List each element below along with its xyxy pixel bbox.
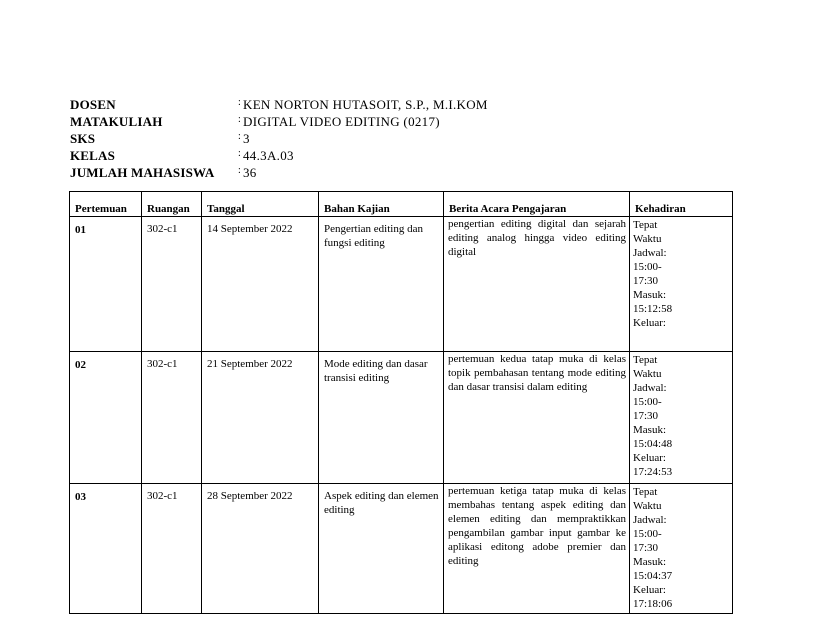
kehadiran-line: 15:00- xyxy=(633,528,662,540)
column-header-berita-acara: Berita Acara Pengajaran xyxy=(444,192,630,217)
ruangan-cell: 302-c1 xyxy=(142,352,202,484)
kehadiran-line: Masuk: xyxy=(633,556,666,568)
bahan-kajian-cell: Aspek editing dan elemen editing xyxy=(319,484,444,614)
kehadiran-line: Jadwal: xyxy=(633,514,667,526)
separator-colon: : xyxy=(238,97,241,108)
kehadiran-line: Keluar: xyxy=(633,452,666,464)
header-row-sks xyxy=(70,131,488,148)
tanggal-cell: 14 September 2022 xyxy=(202,217,319,352)
kehadiran-line: Waktu xyxy=(633,368,662,380)
kelas-label: KELAS xyxy=(70,148,116,163)
kehadiran-line: Tepat xyxy=(633,486,658,498)
kehadiran-line: Masuk: xyxy=(633,424,666,436)
header-row-matakuliah xyxy=(70,114,488,131)
kehadiran-line: 17:30 xyxy=(633,410,659,422)
kehadiran-line: Jadwal: xyxy=(633,382,667,394)
kehadiran-line: Masuk: xyxy=(633,289,666,301)
table-row xyxy=(70,217,733,352)
attendance-table xyxy=(69,191,733,614)
bahan-kajian-cell: Pengertian editing dan fungsi editing xyxy=(319,217,444,352)
separator-colon: : xyxy=(238,165,241,176)
kehadiran-line: Waktu xyxy=(633,233,662,245)
sks-value: 3 xyxy=(243,131,250,146)
berita-acara-cell: pertemuan ketiga tatap muka di kelas membahas tentang aspek editing dan elemen editing dan mempraktikkan pengambilan gambar input gambar ke aplikasi editong adobe premier dan editing xyxy=(444,484,630,614)
table-row xyxy=(70,484,733,614)
column-header-pertemuan: Pertemuan xyxy=(70,192,142,217)
pertemuan-cell: 01 xyxy=(70,217,142,352)
pertemuan-cell: 02 xyxy=(70,352,142,484)
header-row-jumlah-mahasiswa xyxy=(70,165,488,182)
kehadiran-line: 17:30 xyxy=(633,542,659,554)
kehadiran-line: Keluar: xyxy=(633,584,666,596)
table-row xyxy=(70,352,733,484)
pertemuan-cell: 03 xyxy=(70,484,142,614)
column-header-kehadiran: Kehadiran xyxy=(630,192,733,217)
course-header xyxy=(70,97,488,182)
kehadiran-cell xyxy=(630,352,733,484)
jumlah-mahasiswa-value: 36 xyxy=(243,165,257,180)
separator-colon: : xyxy=(238,131,241,142)
kehadiran-line: Jadwal: xyxy=(633,247,667,259)
sks-label: SKS xyxy=(70,131,96,146)
kehadiran-line: Tepat xyxy=(633,354,658,366)
matakuliah-label: MATAKULIAH xyxy=(70,114,163,129)
separator-colon: : xyxy=(238,148,241,159)
kehadiran-line: 15:04:48 xyxy=(633,438,673,450)
table-header-row xyxy=(70,192,733,217)
kehadiran-line: 17:24:53 xyxy=(633,466,673,478)
column-header-bahan-kajian: Bahan Kajian xyxy=(319,192,444,217)
separator-colon: : xyxy=(238,114,241,125)
kehadiran-cell xyxy=(630,484,733,614)
kehadiran-line: 15:00- xyxy=(633,396,662,408)
kehadiran-line: 15:00- xyxy=(633,261,662,273)
kehadiran-line: 15:04:37 xyxy=(633,570,673,582)
jumlah-mahasiswa-label: JUMLAH MAHASISWA xyxy=(70,165,215,180)
dosen-value: KEN NORTON HUTASOIT, S.P., M.I.KOM xyxy=(243,97,488,112)
bahan-kajian-cell: Mode editing dan dasar transisi editing xyxy=(319,352,444,484)
column-header-tanggal: Tanggal xyxy=(202,192,319,217)
dosen-label: DOSEN xyxy=(70,97,116,112)
kehadiran-line: Waktu xyxy=(633,500,662,512)
kehadiran-cell xyxy=(630,217,733,352)
ruangan-cell: 302-c1 xyxy=(142,484,202,614)
tanggal-cell: 28 September 2022 xyxy=(202,484,319,614)
header-row-dosen xyxy=(70,97,488,114)
kehadiran-line: 17:18:06 xyxy=(633,598,673,610)
matakuliah-value: DIGITAL VIDEO EDITING (0217) xyxy=(243,114,440,129)
column-header-ruangan: Ruangan xyxy=(142,192,202,217)
kehadiran-line: Tepat xyxy=(633,219,658,231)
kehadiran-line: Keluar: xyxy=(633,317,666,329)
berita-acara-cell: pertemuan kedua tatap muka di kelas topik pembahasan tentang mode editing dan dasar transisi dalam editing xyxy=(444,352,630,484)
header-row-kelas xyxy=(70,148,488,165)
tanggal-cell: 21 September 2022 xyxy=(202,352,319,484)
berita-acara-cell: pengertian editing digital dan sejarah editing analog hingga video editing digital xyxy=(444,217,630,352)
kehadiran-line: 15:12:58 xyxy=(633,303,673,315)
kehadiran-line: 17:30 xyxy=(633,275,659,287)
ruangan-cell: 302-c1 xyxy=(142,217,202,352)
kelas-value: 44.3A.03 xyxy=(243,148,294,163)
